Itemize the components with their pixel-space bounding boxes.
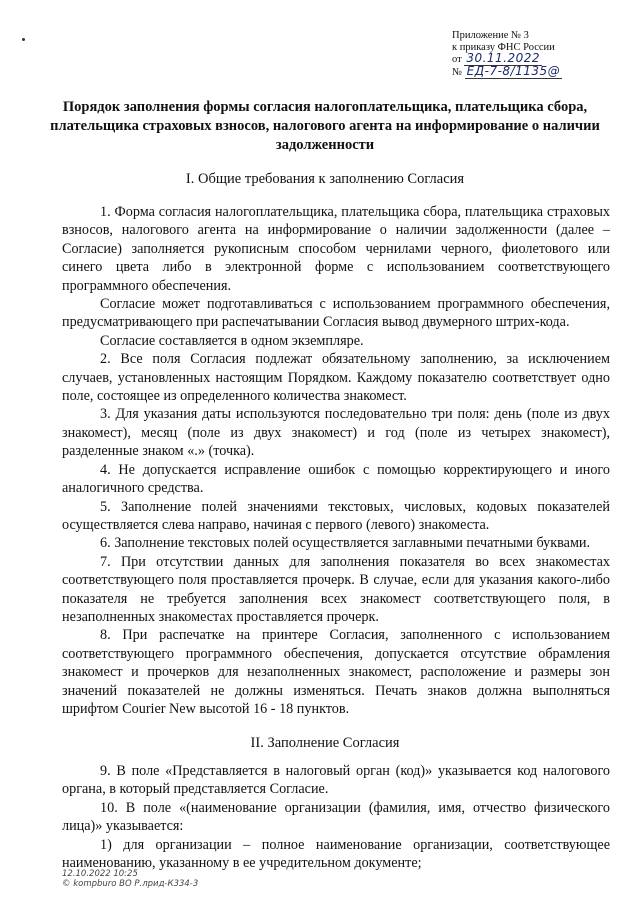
paragraph: 1) для организации – полное наименование организации, соответствующее наименованию, указанному в ее учредительном документе;: [62, 836, 610, 872]
paragraph: 1. Форма согласия налогоплательщика, плательщика сбора, плательщика страховых взносов, налогового агента на информирование о наличии задолженности (далее – Согласие) заполняется рукописным способом чернилами черного, фиолетового или синего цвета либо в электронной форме с использованием соответствующего программного обеспечения.: [62, 204, 610, 294]
paragraph: 8. При распечатке на принтере Согласия, заполненного с использованием соответствующего программного обеспечения, допускается отсутствие обрамления знакомест и прочерков для незаполненных знакомест, расположение и размеры зон значений показателей не должны изменяться. Печать знаков должна выполняться шрифтом Courier New высотой 16 - 18 пунктов.: [62, 627, 610, 717]
section-1-heading: I. Общие требования к заполнению Согласия: [185, 171, 465, 187]
paragraph: 5. Заполнение полей значениями текстовых, числовых, кодовых показателей осуществляется слева направо, начиная с первого (левого) знакоместа.: [62, 498, 610, 533]
section-2-heading: II. Заполнение Согласия: [250, 735, 400, 751]
section-1-body: [62, 203, 610, 718]
paragraph: 3. Для указания даты используются последовательно три поля: день (поле из двух знакомест), месяц (поле из двух знакомест) и год (поле из четырех знакомест), разделенные знаком «.» (точка).: [62, 406, 610, 460]
number-line: [452, 63, 612, 79]
print-reference: © kompburo ВО Р.лрид-К334-3: [62, 878, 199, 889]
paragraph: 6. Заполнение текстовых полей осуществляется заглавными печатными буквами.: [100, 535, 591, 552]
paragraph: 10. В поле «(наименование организации (фамилия, имя, отчество физического лица)» указывается:: [62, 799, 610, 835]
paragraph: Согласие может подготавливаться с использованием программного обеспечения, предусматривающего при распечатывании Согласия вывод двумерного штрих-кода.: [62, 296, 610, 331]
number-prefix: №: [452, 66, 463, 78]
handwritten-number: ЕД-7-8/1135@: [466, 63, 561, 78]
paragraph: 2. Все поля Согласия подлежат обязательному заполнению, за исключением случаев, установленных настоящим Порядком. Каждому показателю соответствует одно поле, состоящее из определенного количества знакомест.: [62, 351, 610, 405]
document-title: Порядок заполнения формы согласия налогоплательщика, плательщика сбора, плательщика страховых взносов, налогового агента на информирование о наличии задолженности: [50, 99, 600, 153]
appendix-line: Приложение № 3: [452, 30, 529, 41]
handwritten-date: 30.11.2022: [466, 51, 541, 65]
print-timestamp: 12.10.2022 10:25: [62, 869, 138, 879]
document-header: [452, 30, 612, 78]
scan-mark: [22, 38, 25, 41]
print-footer: [62, 870, 198, 889]
paragraph: 9. В поле «Представляется в налоговый орган (код)» указывается код налогового органа, в который представляется Согласие.: [62, 763, 610, 798]
order-line: к приказу ФНС России: [452, 41, 555, 53]
date-prefix: от: [452, 54, 462, 65]
paragraph: 7. При отсутствии данных для заполнения показателя во всех знакоместах соответствующего поля проставляется прочерк. В случае, если для указания какого-либо показателя не требуется заполнения всех знакомест соответствующего поля, в незаполненных знакоместах проставляется прочерк.: [62, 553, 610, 625]
section-2-body: [62, 762, 610, 872]
paragraph: Согласие составляется в одном экземпляре.: [100, 332, 364, 349]
paragraph: 4. Не допускается исправление ошибок с помощью корректирующего и иного аналогичного средства.: [62, 461, 610, 497]
